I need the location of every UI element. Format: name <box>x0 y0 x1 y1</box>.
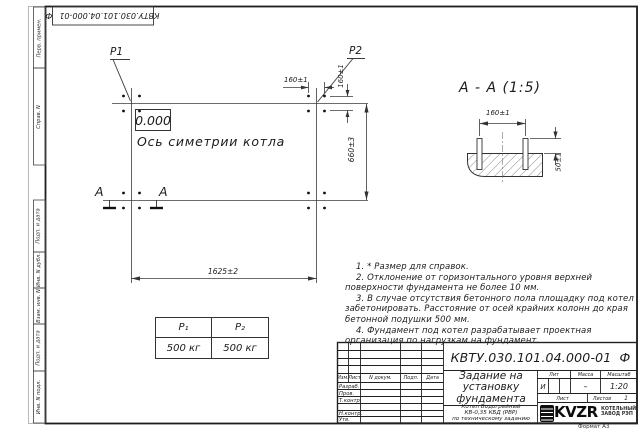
load-point-p2-label: P2 <box>349 45 363 57</box>
load-table-header-p1: P₁ <box>156 318 212 338</box>
note-4: 4. Фундамент под котел разрабатывает проектная организация по нагрузкам на фундамент. <box>345 325 592 347</box>
rev-header-n-dokum: N докум. <box>369 375 392 381</box>
scale-value: 1:20 <box>610 382 628 391</box>
section-dim-bolt-height <box>552 148 566 176</box>
sheets-value: 1 <box>624 395 628 402</box>
corner-stamp-suffix: Ф <box>45 11 53 21</box>
note-1: 1. * Размер для справок. <box>356 262 469 272</box>
product-name-line2: КВ-0,35 КБД (РВР) <box>464 410 518 417</box>
rev-header-izm: Изм. <box>337 375 349 381</box>
margin-label-inv-podl <box>33 371 45 423</box>
product-name-line3: по техническому заданию <box>452 415 530 422</box>
section-view-linework <box>468 119 562 182</box>
dim-text: 160±1 <box>337 64 345 88</box>
load-table <box>155 317 269 359</box>
note-3: 3. В случае отсутствия бетонного пола площадку под котел забетонировать. Расстояние от осей крайних колонн до края бетонной подушки 500 мм. <box>345 293 634 325</box>
drawing-title-line1: Задание на <box>459 370 523 383</box>
elevation-mark <box>135 109 171 131</box>
sign-label-razrab: Разраб. <box>339 383 360 390</box>
margin-label-vzam-inv <box>33 288 45 324</box>
section-letter-right: А <box>159 184 168 199</box>
logo-caption-line1: КОТЕЛЬНЫЙ <box>601 407 637 412</box>
boiler-symmetry-axis-label: Ось симетрии котла <box>137 134 286 149</box>
margin-label-text: Инв. N подл. <box>36 379 42 415</box>
sign-label-utv: Утв. <box>339 417 350 423</box>
technical-notes <box>345 262 635 347</box>
product-name <box>446 406 536 422</box>
note-2: 2. Отклонение от горизонтального уровня верхней поверхности фундамента не более 10 мм. <box>345 272 593 294</box>
lit-value: И <box>540 382 546 391</box>
margin-label-text: Подп. и дата <box>36 208 42 244</box>
dim-text: 660±3 <box>347 136 357 162</box>
margin-label-text: Взам. инв. N <box>36 289 42 323</box>
kvzr-logo: KVZR <box>554 403 598 421</box>
dim-foundation-width: 1625±2 <box>207 266 239 276</box>
sheet-label: Лист <box>556 395 569 402</box>
dim-bolt-spacing-vertical <box>333 62 349 90</box>
margin-label-text: Инв. N дубл. <box>36 253 43 287</box>
plan-leaders <box>110 59 365 103</box>
corner-stamp-number: КВТУ.030.101.04.000-01 <box>59 11 160 21</box>
drawing-title-line3: фундамента <box>456 392 526 405</box>
drawing-title-line2: установку <box>462 381 520 394</box>
margin-label-sprav-n <box>33 68 45 165</box>
mass-header: Масса <box>577 371 594 378</box>
drawing-title <box>446 371 536 405</box>
section-dim-bolt-spacing: 160±1 <box>486 109 510 117</box>
mass-value: – <box>583 382 588 391</box>
section-view-title: А - А (1:5) <box>459 80 542 96</box>
margin-label-text: Подп. и дата <box>36 329 42 366</box>
margin-label-podp-data-2 <box>33 324 45 371</box>
margin-label-text: Справ. N <box>36 104 43 129</box>
lit-header: Лит <box>549 371 559 378</box>
dim-text: 50±1 <box>555 152 564 172</box>
dim-bolt-spacing-horizontal: 160±1 <box>284 76 308 84</box>
title-block-document-number <box>444 345 637 369</box>
document-number-suffix: Ф <box>619 349 631 365</box>
document-number: КВТУ.030.101.04.000-01 <box>450 349 612 365</box>
sign-label-prov: Пров. <box>339 390 355 397</box>
scale-header: Масштаб <box>607 371 631 378</box>
dim-foundation-depth <box>344 134 360 164</box>
margin-label-text: Перв. примен. <box>36 18 43 57</box>
sheets-label: Листов <box>592 395 612 402</box>
rev-header-list: Лист <box>348 375 361 381</box>
logo-caption <box>601 407 636 418</box>
product-name-line1: Котел Водогрейный <box>461 404 521 411</box>
logo-caption-line2: ЗАВОД РЭП <box>601 412 633 418</box>
load-table-value-p1: 500 кг <box>156 338 212 358</box>
elevation-value: 0.000 <box>135 112 171 128</box>
load-table-header-p2: P₂ <box>212 318 268 338</box>
sign-label-nkontr: Н.контр. <box>339 410 363 417</box>
format-label: Формат А3 <box>578 423 610 430</box>
load-point-p1-label: P1 <box>110 46 124 58</box>
section-letter-left: А <box>95 184 104 199</box>
margin-label-podp-data-1 <box>33 200 45 252</box>
rev-header-podp: Подп. <box>403 375 419 381</box>
coil-icon <box>540 405 554 422</box>
margin-label-inv-dubl <box>33 252 45 288</box>
corner-stamp <box>45 7 160 25</box>
sign-label-tkontr: Т.контр. <box>339 397 362 404</box>
load-table-value-p2: 500 кг <box>223 342 257 354</box>
margin-label-perv-primen <box>33 7 45 68</box>
rev-header-data: Дата <box>426 375 439 381</box>
section-cut-marks <box>103 200 163 208</box>
